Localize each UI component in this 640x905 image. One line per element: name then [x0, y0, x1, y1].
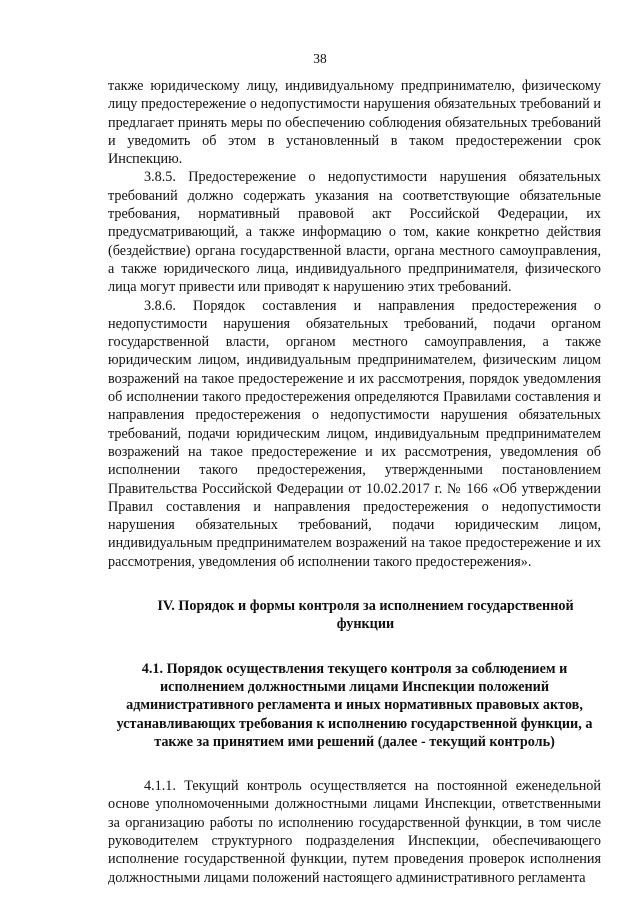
paragraph-4-1-1: 4.1.1. Текущий контроль осуществляется на постоянной еженедельной основе уполномоченными должностными лицами Инспекции, ответственными за организацию работы по исполнению государственной функции, в том числе руководителем структурного подразделения Инспекции, обеспечивающего исполнение государственной функции, путем проведения проверок исполнения должностными лицами положений настоящего административного регламента — [108, 778, 601, 886]
page-number: 38 — [313, 51, 327, 66]
paragraph-continuation: также юридическому лицу, индивидуальному предпринимателю, физическому лицу предостережение о недопустимости нарушения обязательных требований и предлагает принять меры по обеспечению соблюдения обязательных требований и уведомить об этом в установленный в таком предостережении срок Инспекцию. — [108, 78, 601, 168]
paragraph-3-8-5: 3.8.5. Предостережение о недопустимости нарушения обязательных требований должно содержать указания на соответствующие обязательные требования, нормативный правовой акт Российской Федерации, их предусматривающий, а также информацию о том, какие конкретно действия (бездействие) органа государственной власти, органа местного самоуправления, а также юридического лица, индивидуального предпринимателя, физического лица могут привести или приводят к нарушению этих требований. — [108, 169, 601, 296]
section-heading: IV. Порядок и формы контроля за исполнением государственной функции — [157, 598, 574, 633]
paragraph-3-8-6: 3.8.6. Порядок составления и направления предостережения о недопустимости нарушения обязательных требований, подачи органом государственной власти, органом местного самоуправления, а также юридическим лицом, индивидуальным предпринимателем, физическим лицом возражений на такое предостережение и их рассмотрения, порядок уведомления об исполнении такого предостережения определяются Правилами составления и направления предостережения о недопустимости нарушения обязательных требований, подачи юридическим лицом, индивидуальным предпринимателем возражений на такое предостережение и их рассмотрения, уведомления об исполнении такого предостережения, утвержденными постановлением Правительства Российской Федерации от 10.02.2017 г. № 166 «Об утверждении Правил составления и направления предостережения о недопустимости нарушения обязательных требований, подачи юридическим лицом, индивидуальным предпринимателем возражений на такое предостережение и их рассмотрения, уведомления об исполнении такого предостережения». — [108, 297, 601, 570]
subsection-heading: 4.1. Порядок осуществления текущего контроля за соблюдением и исполнением должностными лицами Инспекции положений административного регламента и иных нормативных правовых актов, устанавливающих требования к исполнению государственной функции, а также за принятием ими решений (далее - текущий контроль) — [116, 660, 593, 750]
page-content — [108, 77, 601, 887]
